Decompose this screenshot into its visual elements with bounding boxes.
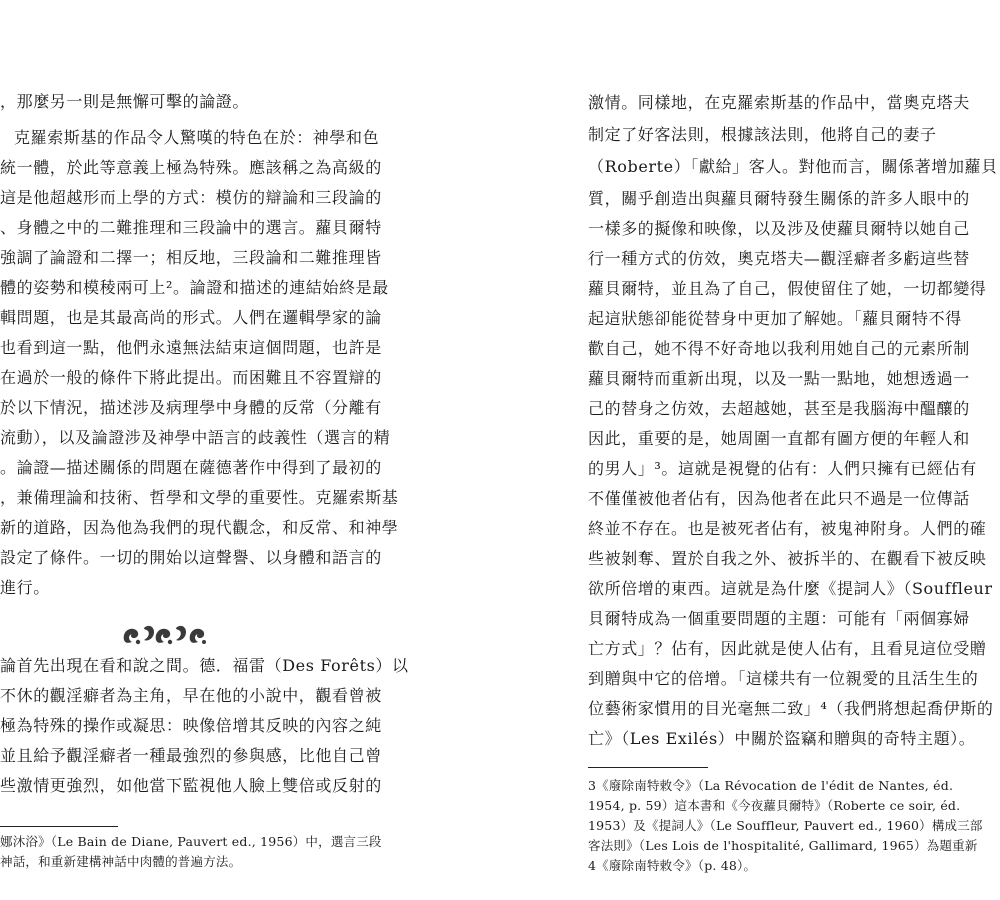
right-text-line-4: 質，關乎創造出與蘿貝爾特發生關係的許多人眼中的	[588, 189, 970, 208]
right-text-line-21: 位藝術家慣用的目光毫無二致」⁴（我們將想起喬伊斯的	[588, 699, 994, 718]
left-text-line-17: 進行。	[0, 578, 50, 597]
right-footnote-line-1: 3《廢除南特敕令》（La Révocation de l'édit de Nantes, éd.	[588, 778, 954, 793]
right-footnote-line-4: 客法則》（Les Lois de l'hospitalité, Gallimard, 1965）為題重新	[588, 838, 978, 853]
left-footnote-rule	[0, 826, 118, 827]
left-text-line-10: 在過於一般的條件下將此提出。而困難且不容置辯的	[0, 368, 382, 387]
left-text-line-19: 不休的觀淫癖者為主角，早在他的小說中，觀看曾被	[0, 686, 382, 705]
right-text-line-17: 欲所倍增的東西。這就是為什麼《提詞人》（Souffleur	[588, 579, 993, 598]
left-text-line-21: 並且給予觀淫癖者一種最強烈的參與感，比他自己曾	[0, 746, 382, 765]
left-text-line-22: 些激情更強烈，如他當下監視他人臉上雙倍或反射的	[0, 776, 382, 795]
left-text-line-4: 這是他超越形而上學的方式：模仿的辯論和三段論的	[0, 188, 382, 207]
right-text-line-1: 激情。同樣地，在克羅索斯基的作品中，當奧克塔夫	[588, 93, 970, 112]
right-text-line-11: 己的替身之仿效，去超越她，甚至是我腦海中醞釀的	[588, 399, 970, 418]
right-text-line-2: 制定了好客法則，根據該法則，他將自己的妻子	[588, 125, 937, 144]
left-text-line-15: 新的道路，因為他為我們的現代觀念，和反常、和神學	[0, 518, 399, 537]
left-text-line-7: 體的姿勢和模稜兩可上²。論證和描述的連結始終是最	[0, 278, 389, 297]
left-text-line-9: 也看到這一點，他們永遠無法結束這個問題，也許是	[0, 338, 382, 357]
right-text-line-22: 亡》（Les Exilés）中關於盜竊和贈與的奇特主題）。	[588, 729, 976, 748]
left-footnote-line-1: 娜沐浴》（Le Bain de Diane, Pauvert ed., 1956）中，選言三段	[0, 834, 382, 849]
right-text-line-10: 蘿貝爾特而重新出現，以及一點一點地，她想透過一	[588, 369, 970, 388]
right-text-line-3: （Roberte）「獻給」客人。對他而言，關係著增加蘿貝	[588, 157, 998, 176]
right-text-line-6: 行一種方式的仿效，奧克塔夫—觀淫癖者多虧這些替	[588, 249, 970, 268]
right-text-line-12: 因此，重要的是，她周圍一直都有圖方便的年輕人和	[588, 429, 970, 448]
right-page	[588, 0, 1000, 900]
right-text-line-18: 貝爾特成為一個重要問題的主題：可能有「兩個寡婦	[588, 609, 970, 628]
right-text-line-16: 些被剝奪、置於自我之外、被拆半的、在觀看下被反映	[588, 549, 987, 568]
right-footnote-line-2: 1954, p. 59）這本書和《今夜蘿貝爾特》（Roberte ce soir, éd.	[588, 798, 961, 813]
left-text-line-2: 克羅索斯基的作品令人驚嘆的特色在於：神學和色	[14, 128, 380, 147]
right-footnote-line-5: 4《廢除南特敕令》（p. 48）。	[588, 858, 757, 873]
right-text-line-5: 一樣多的擬像和映像，以及涉及使蘿貝爾特以她自己	[588, 219, 970, 238]
fleuron-ornament-icon-svg	[118, 618, 210, 652]
right-footnote-rule	[588, 767, 708, 768]
right-text-line-7: 蘿貝爾特，並且為了自己，假使留住了她，一切都變得	[588, 279, 987, 298]
left-text-line-13: 。論證—描述關係的問題在薩德著作中得到了最初的	[0, 458, 382, 477]
left-footnote-line-2: 神話，和重新建構神話中肉體的普遍方法。	[0, 854, 242, 869]
left-page	[0, 0, 440, 900]
left-text-line-18: 論首先出現在看和說之間。德．福雷（Des Forêts）以	[0, 656, 409, 675]
left-text-line-1: ，那麼另一則是無懈可擊的論證。	[0, 92, 250, 111]
fleuron-ornament-icon	[118, 618, 210, 652]
left-text-line-6: 強調了論證和二擇一；相反地，三段論和二難推理皆	[0, 248, 382, 267]
right-text-line-19: 亡方式」？佔有，因此就是使人佔有，且看見這位受贈	[588, 639, 987, 658]
right-text-line-9: 歡自己，她不得不好奇地以我利用她自己的元素所制	[588, 339, 970, 358]
right-text-line-13: 的男人」³。這就是視覺的佔有：人們只擁有已經佔有	[588, 459, 977, 478]
right-text-line-15: 終並不存在。也是被死者佔有，被鬼神附身。人們的確	[588, 519, 987, 538]
right-text-line-8: 起這狀態卻能從替身中更加了解她。「蘿貝爾特不得	[588, 309, 962, 328]
left-text-line-12: 流動），以及論證涉及神學中語言的歧義性（選言的精	[0, 428, 391, 447]
left-text-line-5: 、身體之中的二難推理和三段論中的選言。蘿貝爾特	[0, 218, 382, 237]
right-text-line-20: 到贈與中它的倍增。「這樣共有一位親愛的且活生生的	[588, 669, 979, 688]
right-text-line-14: 不僅僅被他者佔有，因為他者在此只不過是一位傳話	[588, 489, 970, 508]
left-text-line-3: 統一體，於此等意義上極為特殊。應該稱之為高級的	[0, 158, 382, 177]
left-text-line-14: ，兼備理論和技術、哲學和文學的重要性。克羅索斯基	[0, 488, 399, 507]
left-text-line-20: 極為特殊的操作或凝思：映像倍增其反映的內容之純	[0, 716, 382, 735]
left-text-line-16: 設定了條件。一切的開始以這聲譽、以身體和語言的	[0, 548, 382, 567]
left-text-line-8: 輯問題，也是其最高尚的形式。人們在邏輯學家的論	[0, 308, 382, 327]
right-footnote-line-3: 1953）及《提詞人》（Le Souffleur, Pauvert ed., 1960）構成三部	[588, 818, 983, 833]
left-text-line-11: 於以下情況，描述涉及病理學中身體的反常（分離有	[0, 398, 382, 417]
